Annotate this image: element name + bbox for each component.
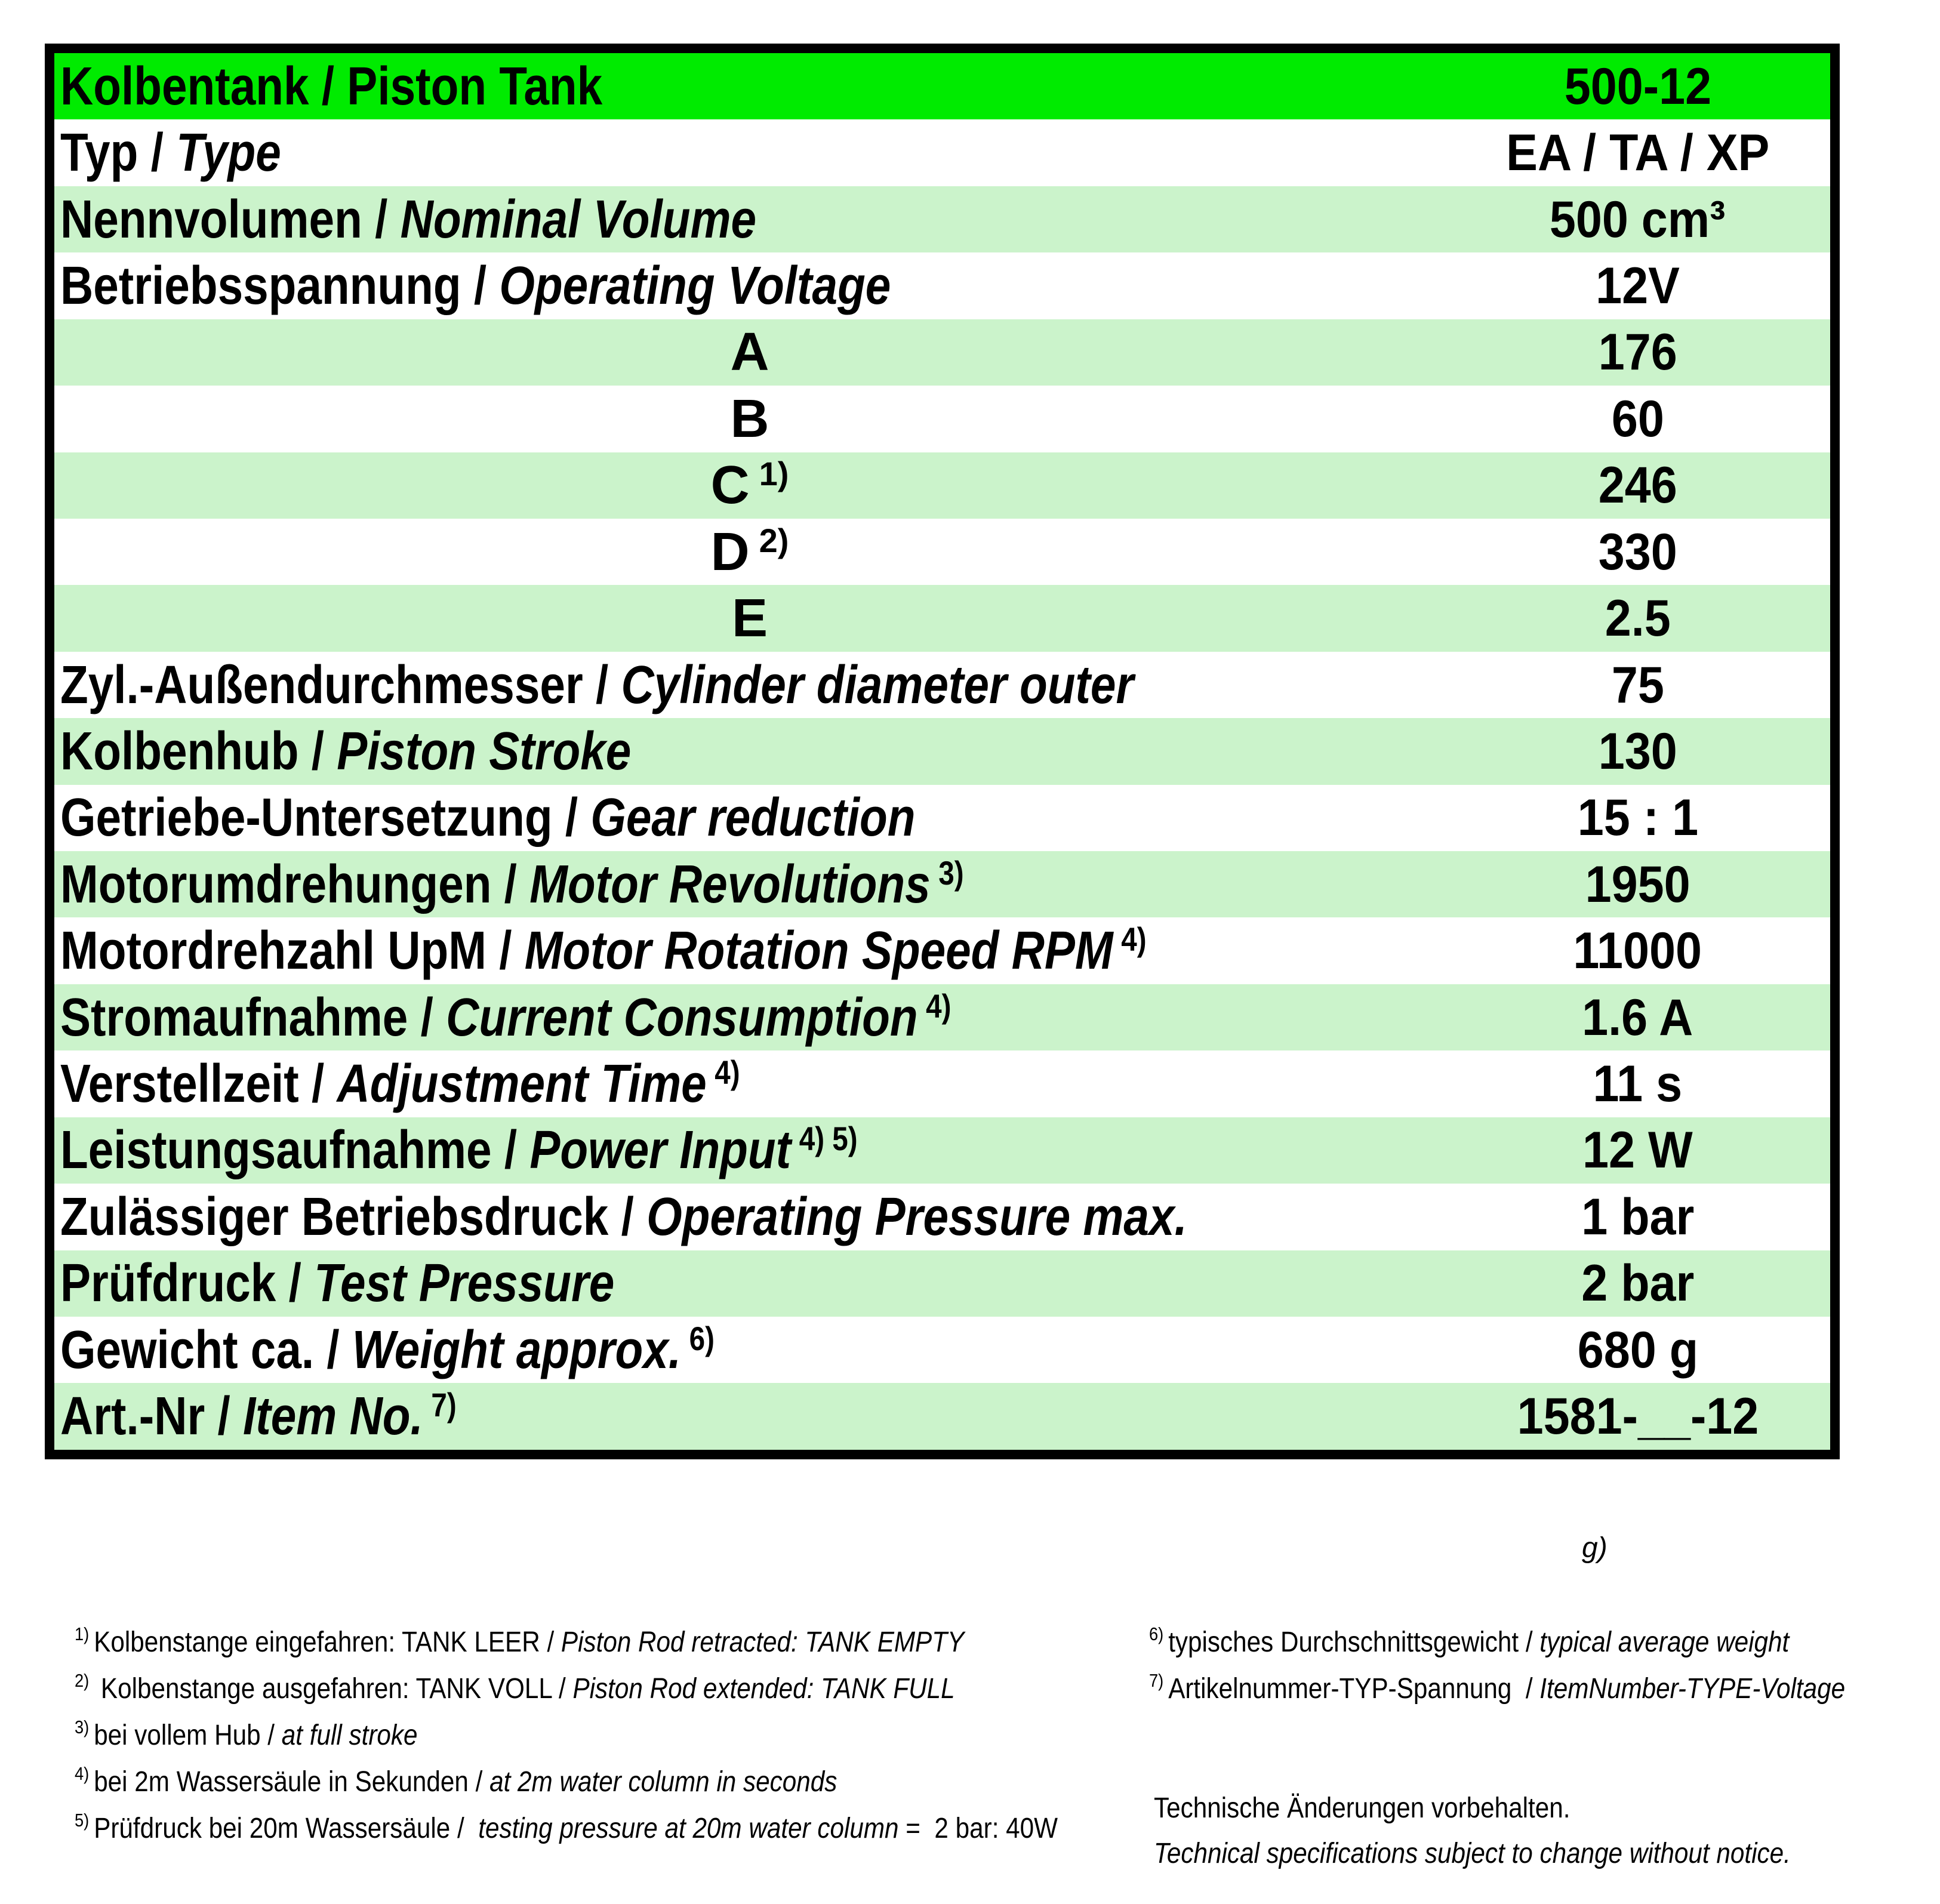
dimension-letter <box>54 389 1445 449</box>
table-row <box>54 652 1830 718</box>
row-label-en: Test Pressure <box>314 1253 615 1314</box>
footnote-text-en: testing pressure at 20m water column <box>471 1813 899 1844</box>
row-value: 60 <box>1611 390 1664 448</box>
footnote-marker: 4) <box>75 1763 90 1784</box>
label-separator: / <box>309 56 347 116</box>
row-label <box>54 1187 1445 1247</box>
dimension-letter-label: A <box>730 322 769 383</box>
label-separator: / <box>461 255 500 316</box>
row-footnote-ref: 4) 5) <box>799 1120 858 1158</box>
table-header-row <box>54 53 1830 119</box>
footnote-text-en: typical average weight <box>1539 1626 1790 1658</box>
label-separator: / <box>362 189 401 249</box>
clipped-text-fragment: g) <box>1582 1532 1608 1564</box>
label-separator: / <box>491 1120 530 1181</box>
dimension-letter <box>54 589 1445 649</box>
label-separator: / <box>298 1054 337 1114</box>
dimension-letter-label: E <box>731 589 768 649</box>
row-label <box>54 123 1445 183</box>
label-separator: / <box>450 1813 472 1844</box>
row-value: 1.6 A <box>1582 988 1693 1046</box>
table-row <box>54 585 1830 651</box>
table-row <box>54 1250 1830 1317</box>
footnote-text-de: Prüfdruck bei 20m Wassersäule <box>94 1813 451 1844</box>
label-separator: / <box>408 987 446 1047</box>
row-label-de: Stromaufnahme <box>60 987 408 1047</box>
row-value: 11 s <box>1593 1055 1683 1113</box>
row-label-en: Motor Revolutions <box>529 854 931 914</box>
row-label <box>54 1120 1445 1181</box>
row-value: 1950 <box>1585 855 1690 913</box>
row-value: 130 <box>1598 722 1677 780</box>
footnote-marker: 3) <box>75 1717 90 1737</box>
table-row <box>54 386 1830 452</box>
row-label <box>54 920 1445 981</box>
row-label-de: Kolbenhub <box>60 721 299 781</box>
row-value: 246 <box>1598 457 1677 514</box>
row-value: 11000 <box>1573 922 1702 980</box>
row-value: EA / TA / XP <box>1505 124 1770 182</box>
row-value: 1581-__-12 <box>1517 1388 1759 1446</box>
row-value: 12 W <box>1582 1122 1693 1179</box>
table-row <box>54 1050 1830 1117</box>
footnote-text-de: Artikelnummer-TYP-Spannung <box>1168 1673 1519 1705</box>
dimension-letter-label: D <box>710 522 750 582</box>
label-separator: / <box>138 123 177 183</box>
footnote-text-de: bei 2m Wassersäule in Sekunden <box>94 1766 469 1798</box>
table-row <box>54 452 1830 519</box>
row-value: 12V <box>1596 257 1680 315</box>
footnote-text-en: at 2m water column in seconds <box>489 1766 837 1798</box>
row-label <box>54 655 1445 715</box>
label-separator: / <box>1519 1673 1540 1705</box>
notice-de: Technische Änderungen vorbehalten. <box>1154 1792 1571 1824</box>
table-row <box>54 785 1830 851</box>
table-row <box>54 519 1830 585</box>
label-separator: / <box>491 854 530 914</box>
row-footnote-ref: 4) <box>715 1053 740 1092</box>
row-label-de: Leistungsaufnahme <box>60 1120 492 1181</box>
row-label-de: Betriebsspannung <box>60 255 461 316</box>
dimension-letter <box>54 322 1445 383</box>
row-label-de: Verstellzeit <box>60 1054 299 1114</box>
row-footnote-ref: 7) <box>431 1386 457 1424</box>
footnote-marker: 2) <box>75 1670 90 1691</box>
row-label <box>54 1053 1445 1114</box>
row-footnote-ref: 3) <box>938 854 964 892</box>
table-row <box>54 319 1830 386</box>
row-footnote-ref: 1) <box>759 455 789 493</box>
row-label-en: Nominal Volume <box>400 189 757 249</box>
header-title <box>54 56 1445 116</box>
row-label <box>54 987 1445 1047</box>
row-value: 75 <box>1611 656 1664 714</box>
row-label-de: Prüfdruck <box>60 1253 276 1314</box>
dimension-letter <box>54 455 1445 516</box>
label-separator: / <box>314 1320 352 1380</box>
footnote-marker: 6) <box>1149 1623 1164 1644</box>
row-label-en: Weight approx. <box>352 1320 682 1380</box>
row-footnote-ref: 4) <box>926 987 951 1025</box>
footnote-text-en: Piston Rod retracted: TANK EMPTY <box>561 1626 965 1658</box>
table-row <box>54 984 1830 1050</box>
footnote-5 <box>43 1779 1192 1882</box>
dimension-letter <box>54 521 1445 582</box>
row-value: 500 cm³ <box>1550 190 1726 248</box>
footnote-marker: 7) <box>1149 1670 1164 1691</box>
row-value: 2.5 <box>1605 590 1671 648</box>
table-row <box>54 851 1830 917</box>
label-separator: / <box>205 1387 244 1447</box>
row-label-en: Item No. <box>243 1387 423 1447</box>
row-value: 1 bar <box>1581 1188 1695 1246</box>
footnote-text-en: at full stroke <box>282 1720 418 1751</box>
label-separator: / <box>583 655 621 715</box>
row-label-en: Current Consumption <box>446 987 918 1047</box>
row-value: 2 bar <box>1581 1255 1695 1313</box>
footnote-7 <box>1117 1639 1940 1742</box>
footnote-text-en: ItemNumber-TYPE-Voltage <box>1539 1673 1846 1705</box>
table-row <box>54 1383 1830 1449</box>
notice-en: Technical specifications subject to change without notice. <box>1154 1838 1791 1869</box>
footnote-marker: 5) <box>75 1810 90 1831</box>
row-label-de: Motorumdrehungen <box>60 854 492 914</box>
row-label <box>54 1319 1445 1380</box>
row-label-de: Zulässiger Betriebsdruck <box>60 1187 609 1247</box>
row-label <box>54 788 1445 848</box>
label-separator: / <box>608 1187 647 1247</box>
table-row <box>54 718 1830 784</box>
label-separator: / <box>552 1673 573 1705</box>
footnote-text-de: typisches Durchschnittsgewicht <box>1168 1626 1519 1658</box>
table-row <box>54 1117 1830 1184</box>
label-separator: / <box>552 788 591 848</box>
row-label <box>54 854 1445 914</box>
row-footnote-ref: 6) <box>689 1319 715 1357</box>
footnote-text-en: Piston Rod extended: TANK FULL <box>572 1673 956 1705</box>
dimension-letter-label: B <box>730 389 769 449</box>
row-label <box>54 721 1445 781</box>
row-label <box>54 255 1445 316</box>
row-label-en: Adjustment Time <box>337 1054 707 1114</box>
footnote-marker: 1) <box>75 1623 90 1644</box>
dimension-letter-label: C <box>710 455 750 516</box>
row-label <box>54 1253 1445 1314</box>
row-label <box>54 1386 1445 1447</box>
row-label-de: Typ <box>60 123 138 183</box>
label-separator: / <box>276 1253 315 1314</box>
header-title-de: Kolbentank <box>60 56 309 116</box>
row-value: 15 : 1 <box>1577 789 1698 847</box>
row-footnote-ref: 4) <box>1121 920 1147 959</box>
footnote-text-de: Kolbenstange ausgefahren: TANK VOLL <box>94 1673 552 1705</box>
row-label-en: Power Input <box>529 1120 792 1181</box>
label-separator: / <box>1519 1626 1540 1658</box>
row-label-en: Type <box>176 123 281 183</box>
row-label-en: Piston Stroke <box>337 721 632 781</box>
row-label-de: Gewicht ca. <box>60 1320 315 1380</box>
header-title-en: Piston Tank <box>347 56 603 116</box>
row-label-en: Operating Pressure max. <box>646 1187 1187 1247</box>
table-row <box>54 119 1830 186</box>
row-label-de: Nennvolumen <box>60 189 362 249</box>
row-value: 176 <box>1598 324 1677 381</box>
label-separator: / <box>486 921 525 981</box>
footnote-text-de: bei vollem Hub <box>94 1720 261 1751</box>
row-value: 330 <box>1598 523 1677 581</box>
table-row <box>54 917 1830 984</box>
header-model-number: 500-12 <box>1564 57 1711 115</box>
row-value: 680 g <box>1577 1321 1698 1379</box>
row-label-de: Getriebe-Untersetzung <box>60 788 553 848</box>
table-row <box>54 1184 1830 1250</box>
table-row <box>54 252 1830 319</box>
label-separator: / <box>260 1720 282 1751</box>
spec-table <box>45 44 1840 1459</box>
row-label-de: Art.-Nr <box>60 1387 205 1447</box>
table-row <box>54 1317 1830 1383</box>
row-footnote-ref: 2) <box>759 521 789 559</box>
footnote-text-de: Kolbenstange eingefahren: TANK LEER <box>94 1626 541 1658</box>
row-label-en: Operating Voltage <box>499 255 891 316</box>
label-separator: / <box>298 721 337 781</box>
label-separator: / <box>540 1626 562 1658</box>
row-label <box>54 189 1445 249</box>
row-label-en: Motor Rotation Speed RPM <box>524 921 1113 981</box>
row-label-en: Cylinder diameter outer <box>621 655 1134 715</box>
footnote-suffix: = 2 bar: 40W <box>898 1813 1058 1844</box>
table-row <box>54 186 1830 252</box>
row-label-en: Gear reduction <box>590 788 916 848</box>
label-separator: / <box>469 1766 490 1798</box>
row-label-de: Motordrehzahl UpM <box>60 921 486 981</box>
row-label-de: Zyl.-Außendurchmesser <box>60 655 583 715</box>
